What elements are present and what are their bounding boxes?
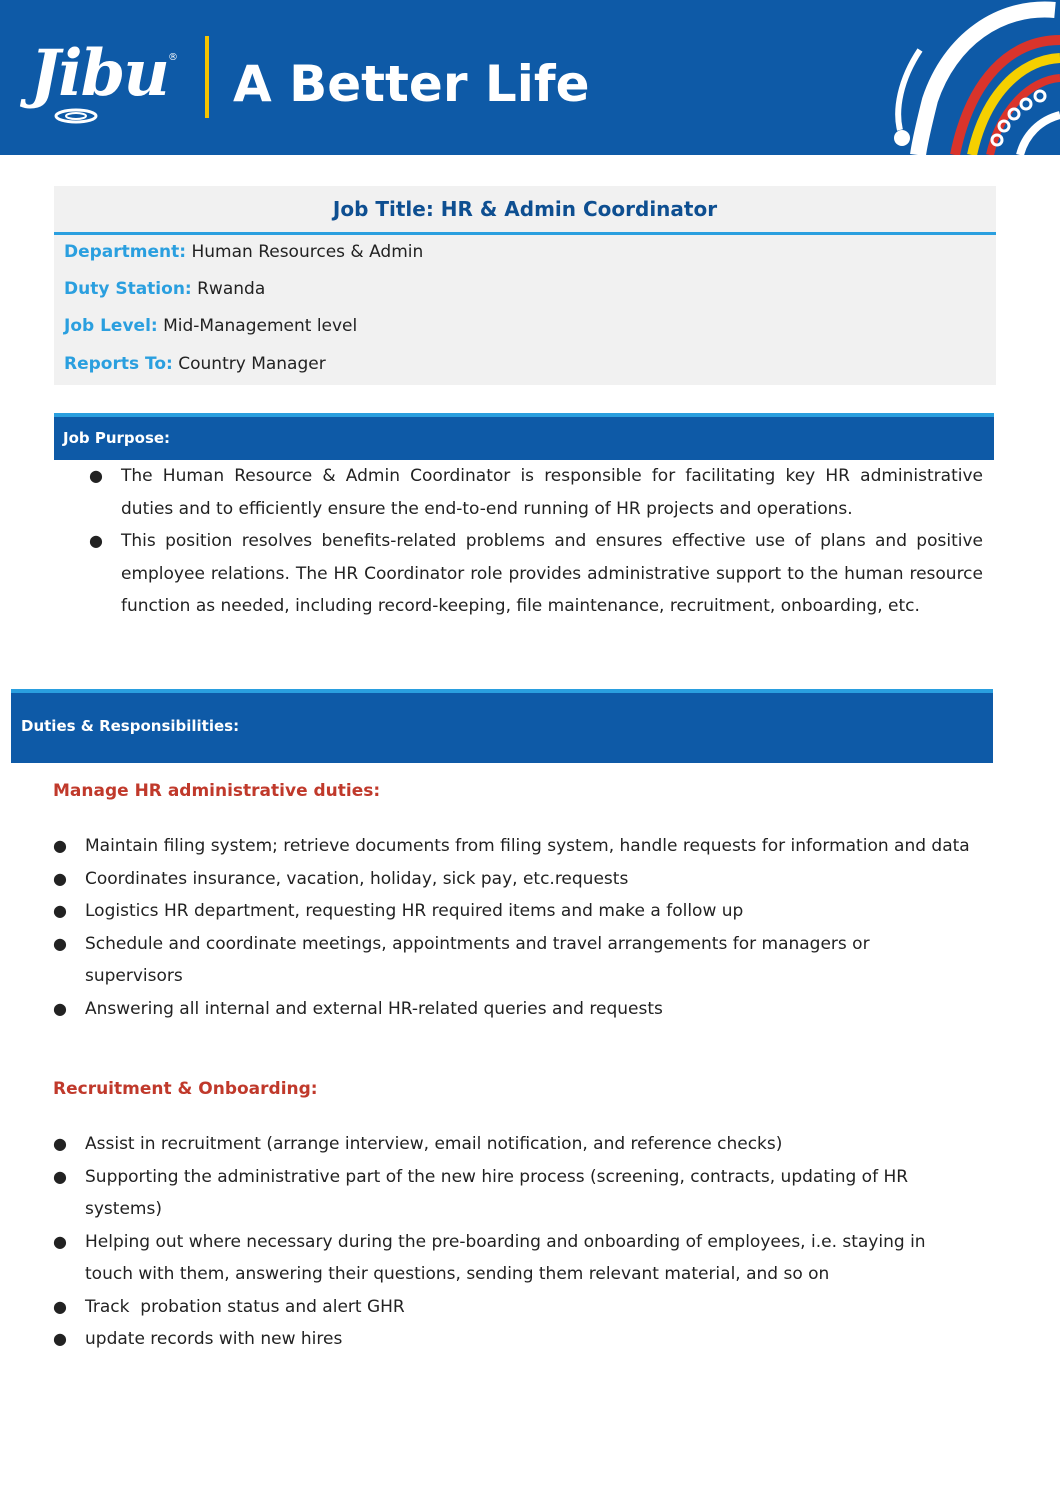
recruitment-list	[53, 1128, 975, 1356]
reports-to-label: Reports To:	[64, 354, 173, 374]
job-purpose-list	[89, 460, 983, 623]
department-label: Department:	[64, 242, 187, 262]
bullet-icon: ●	[53, 1166, 67, 1186]
info-row-reports-to	[64, 354, 326, 374]
bullet-icon: ●	[53, 836, 67, 855]
duties-heading: Duties & Responsibilities:	[21, 717, 240, 735]
job-level-value: Mid-Management level	[163, 316, 358, 336]
job-purpose-heading: Job Purpose:	[63, 429, 171, 447]
bullet-icon: ●	[53, 1329, 67, 1348]
duty-station-value: Rwanda	[197, 279, 266, 299]
info-row-job-level	[64, 316, 357, 336]
list-item: ● Answering all internal and external HR-related queries and requests	[85, 993, 975, 1026]
job-title: Job Title: HR & Admin Coordinator	[54, 186, 996, 235]
list-item: ● Coordinates insurance, vacation, holiday, sick pay, etc.requests	[85, 863, 975, 896]
bullet-icon: ●	[53, 901, 67, 920]
logo-wordmark: Jibu	[30, 36, 168, 111]
list-item: ● The Human Resource & Admin Coordinator is responsible for facilitating key HR administrative duties and to efficiently ensure the end-to-end running of HR projects and operations.	[121, 460, 983, 525]
info-row-department	[64, 242, 423, 262]
water-ripple-icon	[48, 106, 108, 130]
job-level-label: Job Level:	[64, 316, 158, 336]
page-header	[0, 0, 1060, 155]
bullet-icon: ●	[53, 933, 67, 953]
job-purpose-band	[54, 413, 994, 460]
department-value: Human Resources & Admin	[191, 242, 424, 262]
list-item: ● Schedule and coordinate meetings, appointments and travel arrangements for managers or supervisors	[85, 928, 975, 993]
logo-registered-mark: ®	[168, 52, 178, 63]
decorative-pattern-icon	[880, 0, 1060, 155]
bullet-icon: ●	[53, 1296, 67, 1316]
header-divider	[205, 36, 209, 118]
bullet-icon: ●	[53, 998, 67, 1018]
hr-admin-duties-list	[53, 830, 975, 1025]
duty-station-label: Duty Station:	[64, 279, 192, 299]
list-item: ● This position resolves benefits-related problems and ensures effective use of plans and positive employee relations. The HR Coordinator role provides administrative support to the human resource function as needed, including record-keeping, file maintenance, recruitment, onboarding, etc.	[121, 525, 983, 623]
bullet-icon: ●	[89, 531, 103, 550]
info-row-duty-station	[64, 279, 265, 299]
list-item: ● Maintain filing system; retrieve documents from filing system, handle requests for information and data	[85, 830, 975, 863]
bullet-icon: ●	[53, 1231, 67, 1251]
list-item: ● Track probation status and alert GHR	[85, 1291, 975, 1324]
list-item: ● Helping out where necessary during the pre-boarding and onboarding of employees, i.e. staying in touch with them, answering their questions, sending them relevant material, and so on	[85, 1226, 975, 1291]
bullet-icon: ●	[53, 1134, 67, 1153]
duties-band	[11, 689, 993, 763]
section-title-recruitment: Recruitment & Onboarding:	[53, 1079, 318, 1099]
section-title-hr-admin: Manage HR administrative duties:	[53, 781, 381, 801]
list-item: ● update records with new hires	[85, 1323, 975, 1356]
bullet-icon: ●	[89, 466, 103, 485]
header-tagline: A Better Life	[233, 55, 590, 113]
list-item: ● Assist in recruitment (arrange interview, email notification, and reference checks)	[85, 1128, 975, 1161]
bullet-icon: ●	[53, 868, 67, 888]
jibu-logo	[30, 34, 180, 130]
list-item: ● Supporting the administrative part of the new hire process (screening, contracts, updating of HR systems)	[85, 1161, 975, 1226]
list-item: ● Logistics HR department, requesting HR required items and make a follow up	[85, 895, 975, 928]
reports-to-value: Country Manager	[178, 354, 326, 374]
job-info-box	[54, 186, 996, 385]
